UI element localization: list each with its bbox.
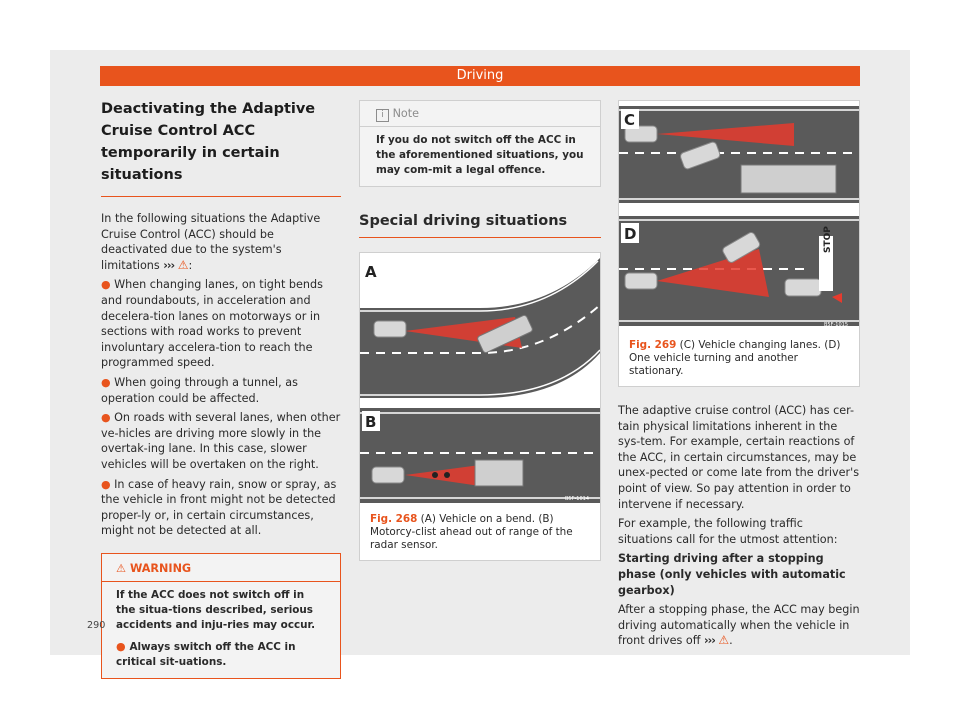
panel-a-label: A <box>365 263 377 281</box>
note-header <box>360 101 600 127</box>
note-box <box>359 100 601 187</box>
subheading: Special driving situations <box>359 213 601 238</box>
panel-d-label: D <box>624 225 637 243</box>
bullet-icon: ● <box>101 477 115 491</box>
figure-code: B5F-1015 <box>824 322 849 328</box>
warning-header <box>102 554 340 582</box>
stop-road-marking: STOP <box>823 226 833 253</box>
running-header: Driving <box>100 66 860 86</box>
column-3 <box>618 86 860 653</box>
figure-caption-text: (C) Vehicle changing lanes. (D) One vehicle turning and another stationary. <box>629 339 841 377</box>
note-title: Note <box>392 107 420 120</box>
paragraph-text: After a stopping phase, the ACC may begin driving automatically when the vehicle in front drives off <box>618 603 860 648</box>
car-icon <box>374 321 406 337</box>
figure-269-illustration <box>619 101 859 329</box>
list-item <box>101 477 341 539</box>
truck-icon <box>475 460 523 486</box>
paragraph: For example, the following traffic situations call for the utmost attention: <box>618 517 838 546</box>
truck-icon <box>741 165 836 193</box>
list-item-text: When changing lanes, on tight bends and roundabouts, in acceleration and decelera-tion lanes on motorways or in sections with road works to prevent involuntary accelera-tion to reach the programmed speed. <box>101 278 323 370</box>
bullet-icon: ● <box>101 375 115 389</box>
figure-caption <box>360 507 600 560</box>
list-item-text: When going through a tunnel, as operation could be affected. <box>101 375 298 405</box>
bullet-icon: ● <box>116 639 130 653</box>
figure-code: B5F-1014 <box>565 496 590 502</box>
intro-text: In the following situations the Adaptive Cruise Control (ACC) should be deactivated due to the system's limitations <box>101 212 321 272</box>
warning-triangle-icon: ⚠ <box>177 257 189 272</box>
bullet-icon: ● <box>101 411 115 425</box>
figure-269 <box>618 100 860 387</box>
list-item <box>101 375 341 406</box>
paragraph: The adaptive cruise control (ACC) has cer-tain physical limitations inherent in the sys-tem. For example, certain reactions of the ACC, in certain circumstances, may be unex-pected or come late from the driver's point of view. So pay attention in order to intervene if necessary. <box>618 404 860 511</box>
warning-bullet-text: Always switch off the ACC in critical sit-uations. <box>116 640 296 668</box>
cross-ref-arrows: ››› <box>163 258 175 272</box>
figure-caption <box>619 333 859 386</box>
paragraph-end: . <box>729 634 733 648</box>
column-1 <box>101 86 341 679</box>
motorcycle-wheel <box>444 472 450 478</box>
section-heading: Deactivating the Adaptive Cruise Control ACC temporarily in certain situations <box>101 98 341 197</box>
list-item <box>101 410 341 472</box>
car-icon <box>625 273 657 289</box>
figure-label: Fig. 269 <box>629 339 677 351</box>
road-straight <box>360 408 600 503</box>
figure-268 <box>359 252 601 561</box>
figure-268-illustration <box>360 253 600 503</box>
column-2 <box>359 86 601 561</box>
warning-box <box>101 553 341 679</box>
warning-triangle-icon: ⚠ <box>116 561 127 575</box>
note-text: If you do not switch off the ACC in the aforementioned situations, you may com-mit a legal offence. <box>376 134 584 176</box>
panel-b-label: B <box>365 413 377 431</box>
figure-caption-text: (A) Vehicle on a bend. (B) Motorcy-clist ahead out of range of the radar sensor. <box>370 513 573 551</box>
warning-title: WARNING <box>129 561 192 575</box>
info-icon: i <box>376 109 389 122</box>
list-item-text: In case of heavy rain, snow or spray, as the vehicle in front might not be detected proper-ly or, in certain circumstances, might not be detected at all. <box>101 477 337 538</box>
bullet-icon: ● <box>101 278 115 292</box>
bold-heading: Starting driving after a stopping phase (only vehicles with automatic gearbox) <box>618 552 846 597</box>
car-icon <box>372 467 404 483</box>
paragraph <box>618 602 860 649</box>
warning-triangle-icon: ⚠ <box>718 633 730 648</box>
page-number: 290 <box>87 620 106 631</box>
intro-end: : <box>188 258 193 272</box>
cross-ref-arrows: ››› <box>703 634 715 648</box>
figure-label: Fig. 268 <box>370 513 418 525</box>
list-item-text: On roads with several lanes, when other ve-hicles are driving more slowly in the overtak-ing lane. In this case, slower vehicles will be overtaken on the right. <box>101 411 341 471</box>
panel-c-label: C <box>624 111 636 129</box>
motorcycle-icon <box>432 472 438 478</box>
car-icon <box>785 279 821 296</box>
intro-paragraph <box>101 211 341 273</box>
warning-bullet <box>102 633 340 670</box>
warning-text: If the ACC does not switch off in the situa-tions described, serious accidents and inju-ries may occur. <box>116 588 316 631</box>
list-item <box>101 277 341 371</box>
